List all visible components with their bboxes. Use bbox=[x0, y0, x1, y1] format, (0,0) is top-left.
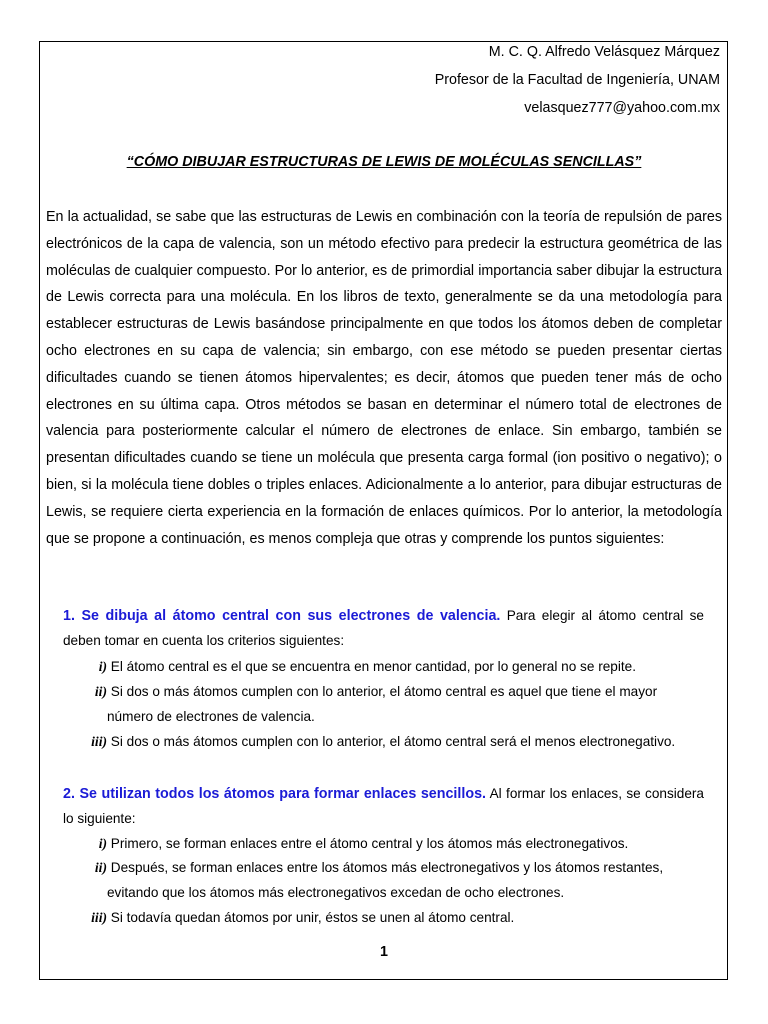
step-1-subitem-i bbox=[80, 655, 704, 680]
step-2 bbox=[63, 782, 704, 831]
subitem-text: El átomo central es el que se encuentra en menor cantidad, por lo general no se repite. bbox=[110, 659, 636, 674]
step-2-text: Al formar los enlaces, se considera lo siguiente: bbox=[63, 786, 704, 826]
page-number: 1 bbox=[380, 944, 388, 960]
roman-numeral: iii) bbox=[91, 910, 107, 925]
author-affiliation: Profesor de la Facultad de Ingeniería, UNAM bbox=[434, 72, 720, 88]
step-1-subitem-ii bbox=[80, 680, 704, 729]
step-2-heading: 2. Se utilizan todos los átomos para formar enlaces sencillos. bbox=[63, 786, 487, 802]
subitem-text: Si todavía quedan átomos por unir, éstos se unen al átomo central. bbox=[110, 910, 515, 925]
document-title: “CÓMO DIBUJAR ESTRUCTURAS DE LEWIS DE MOLÉCULAS SENCILLAS” bbox=[126, 154, 642, 170]
intro-paragraph: En la actualidad, se sabe que las estructuras de Lewis en combinación con la teoría de repulsión de pares electrónicos de la capa de valencia, son un método efectivo para predecir la estructura geométrica de las moléculas de cualquier compuesto. Por lo anterior, es de primordial importancia saber dibujar la estructura de Lewis correcta para una molécula. En los libros de texto, generalmente se da una metodología para establecer estructuras de Lewis basándose principalmente en que todos los átomos deben de completar ocho electrones en su capa de valencia; sin embargo, con ese método se pueden presentar ciertas dificultades cuando se tienen átomos hipervalentes; es decir, átomos que pueden tener más de ocho electrones en su última capa. Otros métodos se basan en determinar el número total de electrones de valencia para posteriormente calcular el número de electrones de enlace. Sin embargo, también se presentan dificultades cuando se tiene un molécula que presenta carga formal (ion positivo o negativo); o bien, si la molécula tiene dobles o triples enlaces. Adicionalmente a lo anterior, para dibujar estructuras de Lewis, se requiere cierta experiencia en la formación de enlaces químicos. Por lo anterior, la metodología que se propone a continuación, es menos compleja que otras y comprende los puntos siguientes: bbox=[46, 209, 722, 547]
author-email: velasquez777@yahoo.com.mx bbox=[524, 100, 720, 116]
step-2-subitem-ii bbox=[80, 856, 704, 905]
subitem-text: Primero, se forman enlaces entre el átomo central y los átomos más electronegativos. bbox=[110, 836, 629, 851]
step-1-subitem-iii bbox=[80, 730, 704, 755]
step-1-text: Para elegir al átomo central se deben tomar en cuenta los criterios siguientes: bbox=[63, 608, 704, 648]
subitem-text: Si dos o más átomos cumplen con lo anterior, el átomo central será el menos electronegativo. bbox=[110, 734, 676, 749]
subitem-text-continued: número de electrones de valencia. bbox=[107, 708, 315, 724]
step-1-heading: 1. Se dibuja al átomo central con sus electrones de valencia. bbox=[63, 608, 501, 624]
roman-numeral: ii) bbox=[94, 860, 107, 875]
step-2-subitem-iii bbox=[80, 906, 704, 931]
roman-numeral: i) bbox=[98, 836, 107, 851]
roman-numeral: i) bbox=[98, 659, 107, 674]
step-2-subitem-i bbox=[80, 832, 704, 857]
subitem-text: Después, se forman enlaces entre los átomos más electronegativos y los átomos restantes, bbox=[110, 860, 664, 875]
author-name: M. C. Q. Alfredo Velásquez Márquez bbox=[488, 44, 720, 60]
roman-numeral: iii) bbox=[91, 734, 107, 749]
roman-numeral: ii) bbox=[94, 684, 107, 699]
step-1 bbox=[63, 604, 704, 653]
subitem-text: Si dos o más átomos cumplen con lo anterior, el átomo central es aquel que tiene el mayor bbox=[110, 684, 658, 699]
subitem-text-continued: evitando que los átomos más electronegativos excedan de ocho electrones. bbox=[107, 884, 565, 900]
